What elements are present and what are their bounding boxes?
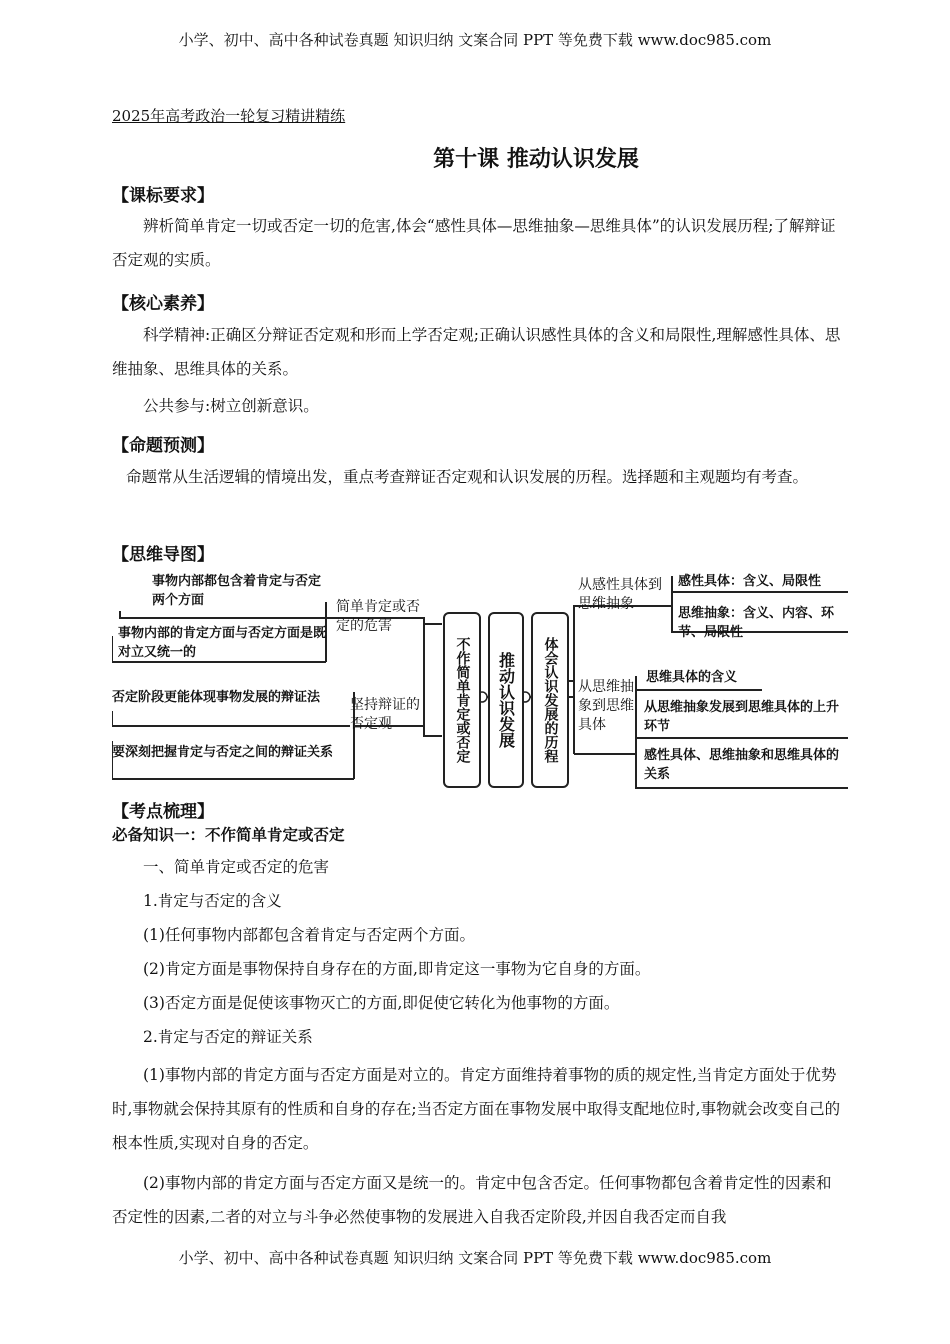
right-branch-1: 从感性具体到思维抽象 bbox=[578, 577, 662, 612]
page-footer: 小学、初中、高中各种试卷真题 知识归纳 文案合同 PPT 等免费下载 www.doc985.com bbox=[178, 1249, 772, 1267]
section-mindmap: 【思维导图】 bbox=[112, 545, 214, 565]
right-leaf-5: 感性具体、思维抽象和思维具体的关系 bbox=[644, 748, 840, 782]
core-text-1: 科学精神:正确区分辩证否定观和形而上学否定观;正确认识感性具体的含义和局限性,理解感性具体、思维抽象、思维具体的关系。 bbox=[112, 326, 841, 378]
left-leaf-1: 事物内部都包含着肯定与否定两个方面 bbox=[152, 574, 322, 608]
left-leaf-4: 要深刻把握肯定与否定之间的辩证关系 bbox=[112, 745, 334, 760]
section-points: 【考点梳理】 bbox=[112, 802, 214, 822]
left-branch-2: 坚持辩证的否定观 bbox=[350, 697, 420, 732]
item-1-1: (1)任何事物内部都包含着肯定与否定两个方面。 bbox=[143, 926, 475, 944]
section-forecast: 【命题预测】 bbox=[112, 436, 214, 456]
item-1: 1.肯定与否定的含义 bbox=[143, 892, 282, 910]
mind-map bbox=[112, 566, 848, 791]
section-curriculum: 【课标要求】 bbox=[112, 186, 214, 206]
right-leaf-3: 思维具体的含义 bbox=[646, 670, 738, 685]
right-branch-2: 从思维抽象到思维具体 bbox=[578, 679, 634, 733]
left-branch-1: 简单肯定或否定的危害 bbox=[336, 599, 420, 634]
left-box: 不作简单肯定或否定 bbox=[443, 612, 481, 788]
item-1-2: (2)肯定方面是事物保持自身存在的方面,即肯定这一事物为它自身的方面。 bbox=[143, 960, 651, 978]
series-title: 2025年高考政治一轮复习精讲精练 bbox=[112, 107, 346, 125]
right-box: 体会认识发展的历程 bbox=[531, 612, 569, 788]
center-box: 推动认识发展 bbox=[488, 612, 524, 788]
core-text-2: 公共参与:树立创新意识。 bbox=[143, 397, 319, 415]
curriculum-text: 辨析简单肯定一切或否定一切的危害,体会“感性具体—思维抽象—思维具体”的认识发展历程;了解辩证否定观的实质。 bbox=[112, 217, 836, 269]
lesson-title: 第十课 推动认识发展 bbox=[433, 147, 639, 172]
item-2: 2.肯定与否定的辩证关系 bbox=[143, 1028, 313, 1046]
forecast-text: 命题常从生活逻辑的情境出发，重点考查辩证否定观和认识发展的历程。选择题和主观题均有考查。 bbox=[126, 468, 809, 486]
subheading-1: 一、简单肯定或否定的危害 bbox=[143, 858, 330, 876]
item-2-2: (2)事物内部的肯定方面与否定方面又是统一的。肯定中包含否定。任何事物都包含着肯定性的因素和否定性的因素,二者的对立与斗争必然使事物的发展进入自我否定阶段,并因自我否定而自我 bbox=[112, 1174, 832, 1226]
left-leaf-2: 事物内部的肯定方面与否定方面是既对立又统一的 bbox=[118, 626, 327, 660]
left-leaf-3: 否定阶段更能体现事物发展的辩证法 bbox=[112, 690, 321, 705]
section-core: 【核心素养】 bbox=[112, 294, 214, 314]
right-leaf-4: 从思维抽象发展到思维具体的上升环节 bbox=[644, 700, 840, 734]
item-1-3: (3)否定方面是促使该事物灭亡的方面,即促使它转化为他事物的方面。 bbox=[143, 994, 620, 1012]
right-leaf-2: 思维抽象：含义、内容、环节、局限性 bbox=[678, 606, 835, 640]
item-2-1: (1)事物内部的肯定方面与否定方面是对立的。肯定方面维持着事物的质的规定性,当肯定方面处于优势时,事物就会保持其原有的性质和自身的存在;当否定方面在事物发展中取得支配地位时,事物就会改变自己的根本性质,实现对自身的否定。 bbox=[112, 1066, 841, 1152]
page-header: 小学、初中、高中各种试卷真题 知识归纳 文案合同 PPT 等免费下载 www.doc985.com bbox=[178, 31, 772, 49]
right-leaf-1: 感性具体：含义、局限性 bbox=[678, 574, 822, 589]
knowledge-heading: 必备知识一：不作简单肯定或否定 bbox=[112, 826, 345, 844]
